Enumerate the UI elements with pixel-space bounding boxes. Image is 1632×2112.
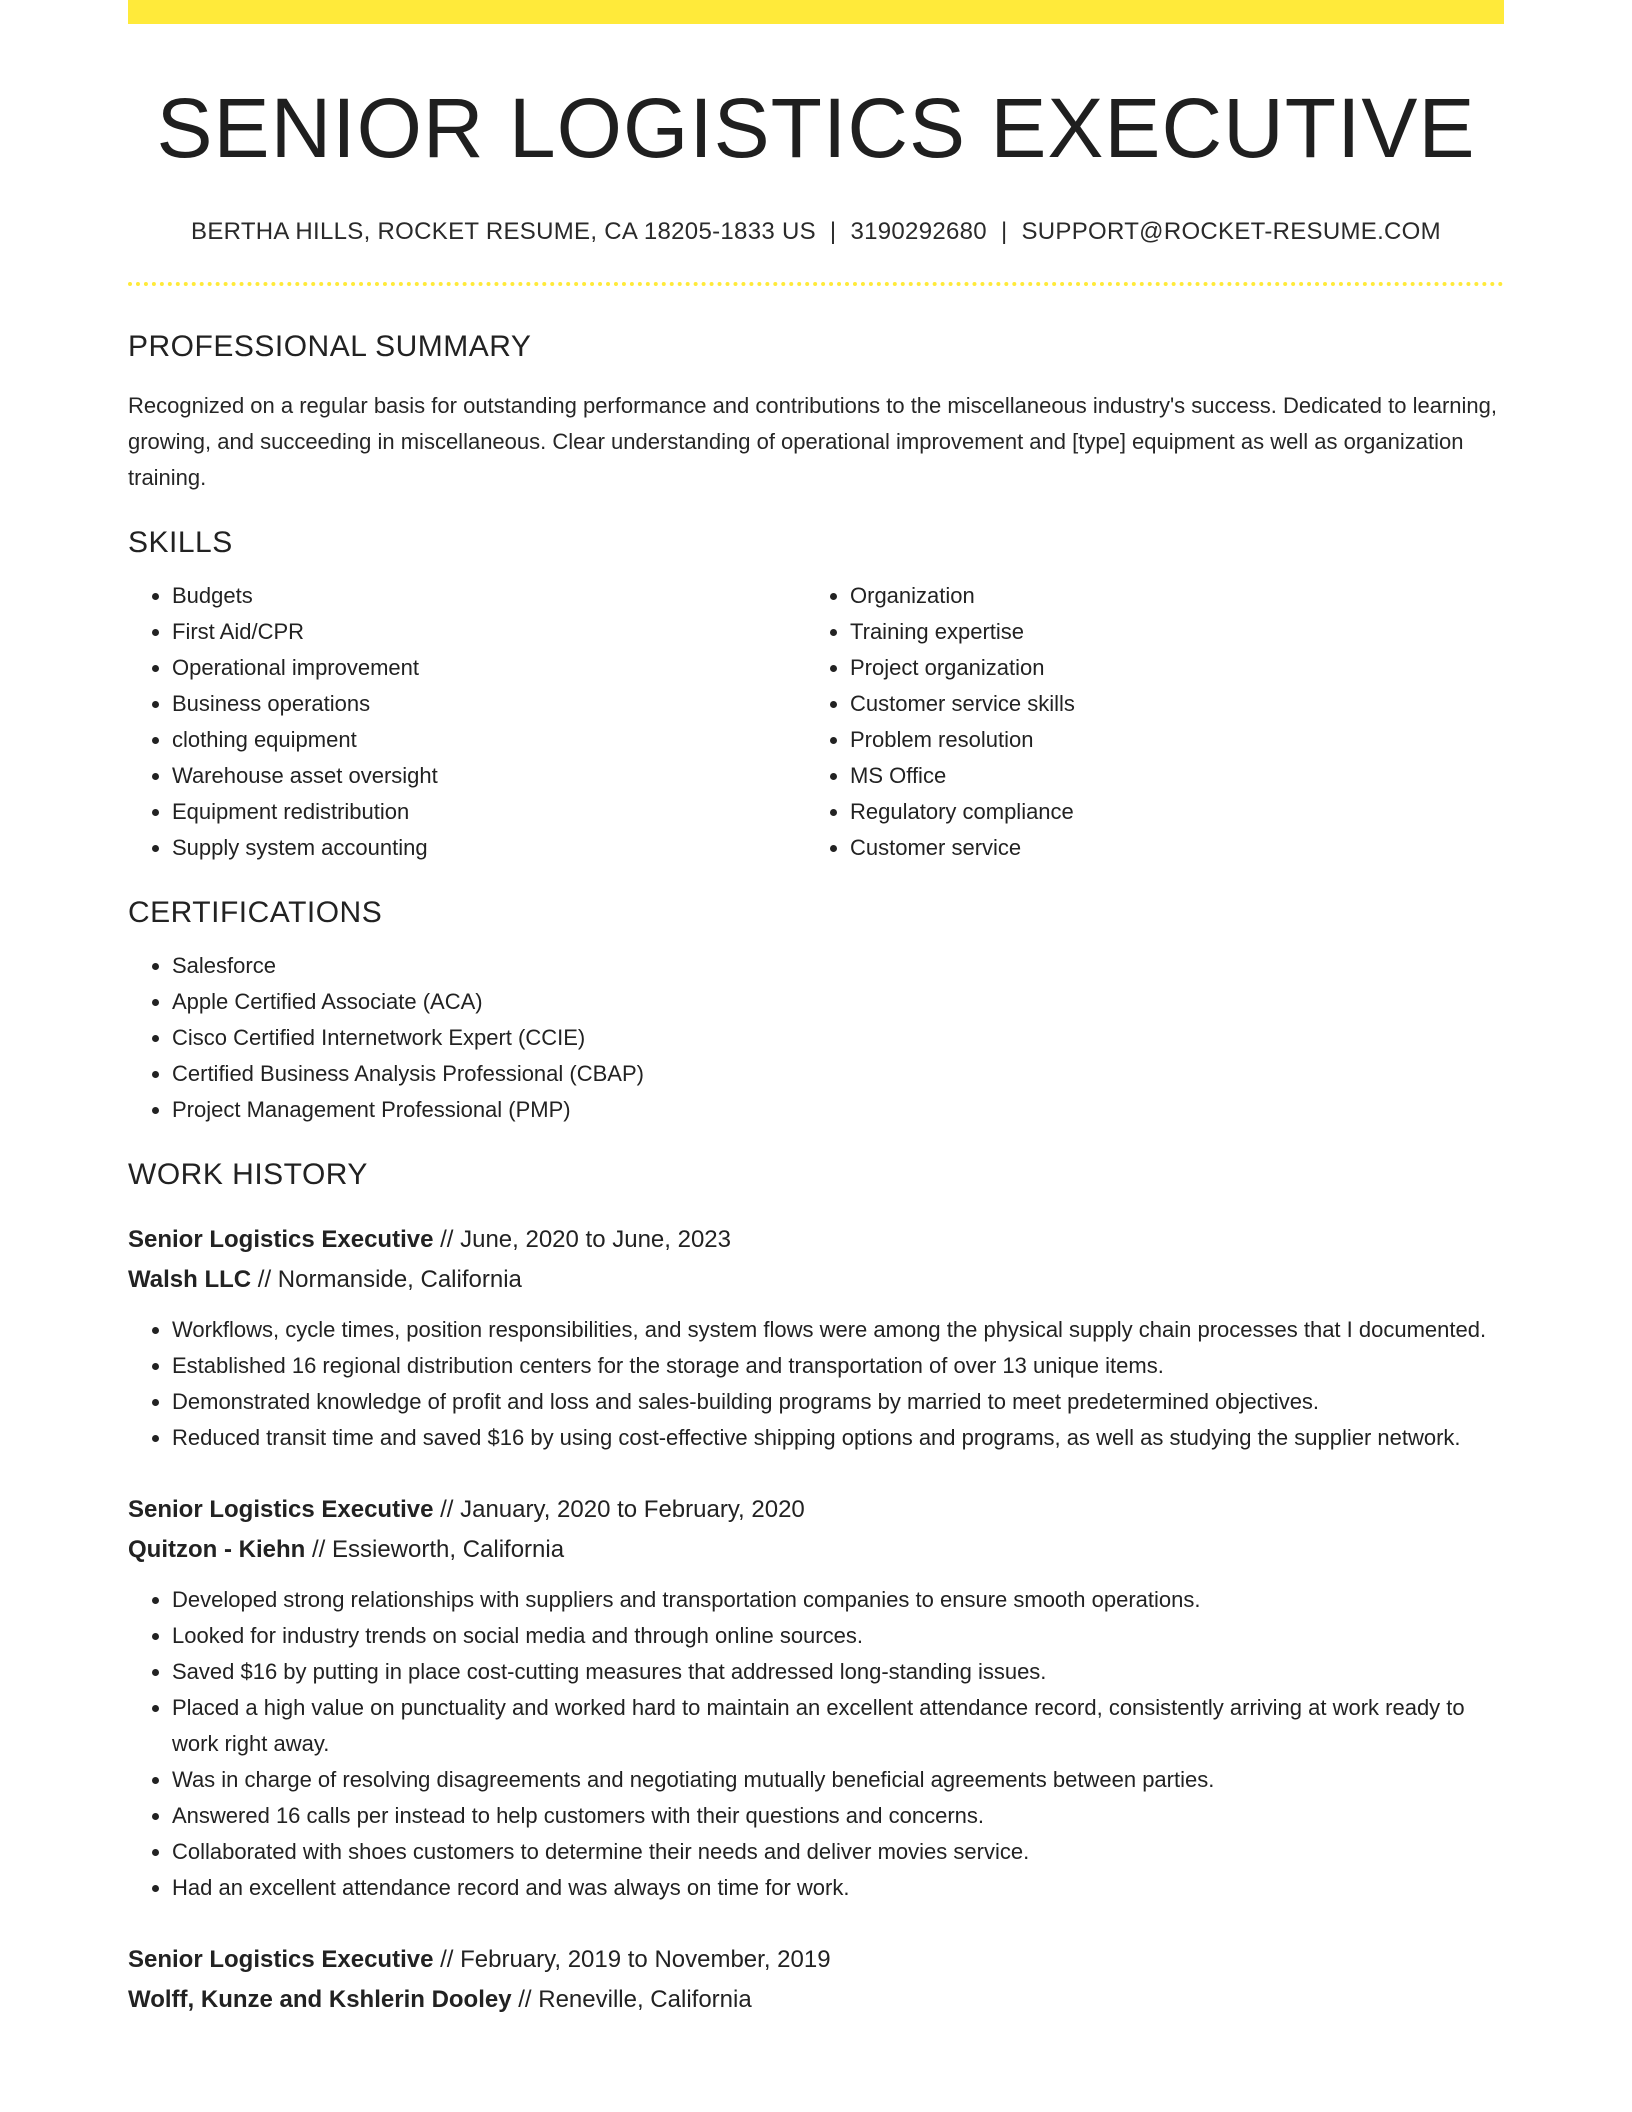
- certifications-section: [128, 896, 1504, 1128]
- skill-item: • Budgets: [172, 578, 806, 614]
- job-bullet: • Reduced transit time and saved $16 by using cost-effective shipping options and programs, as well as studying the supplier network.: [172, 1420, 1504, 1456]
- certification-item: • Cisco Certified Internetwork Expert (CCIE): [172, 1020, 1504, 1056]
- job-company: Walsh LLC: [128, 1266, 252, 1294]
- section-heading: PROFESSIONAL SUMMARY: [128, 330, 532, 364]
- skills-grid: [128, 560, 1504, 866]
- job-bullet: • Looked for industry trends on social media and through online sources.: [172, 1618, 1504, 1654]
- job-company: Quitzon - Kiehn: [128, 1536, 306, 1564]
- job-location: // Essieworth, California: [305, 1536, 565, 1564]
- job-company-line: [128, 1530, 1504, 1570]
- certification-item: • Project Management Professional (PMP): [172, 1092, 1504, 1128]
- job-bullet: • Demonstrated knowledge of profit and loss and sales-building programs by married to meet predetermined objectives.: [172, 1384, 1504, 1420]
- certification-item: • Salesforce: [172, 948, 1504, 984]
- job-title: Senior Logistics Executive: [128, 1946, 434, 1974]
- skill-item: • Customer service skills: [850, 686, 1484, 722]
- job-title: Senior Logistics Executive: [128, 1496, 434, 1524]
- resume-title: SENIOR LOGISTICS EXECUTIVE: [156, 81, 1476, 175]
- skills-section: [128, 526, 1504, 866]
- job-bullet: • Was in charge of resolving disagreements and negotiating mutually beneficial agreements between parties.: [172, 1762, 1504, 1798]
- skill-item: • Supply system accounting: [172, 830, 806, 866]
- contact-email: SUPPORT@ROCKET-RESUME.COM: [1021, 218, 1441, 246]
- skill-item: • Training expertise: [850, 614, 1484, 650]
- skill-item: • Operational improvement: [172, 650, 806, 686]
- certification-item: • Apple Certified Associate (ACA): [172, 984, 1504, 1020]
- job-entry: [128, 1220, 1504, 1456]
- skill-item: • clothing equipment: [172, 722, 806, 758]
- contact-line: [128, 218, 1504, 246]
- dotted-divider: [128, 282, 1504, 286]
- job-dates: // June, 2020 to June, 2023: [433, 1226, 731, 1254]
- job-company-line: [128, 1260, 1504, 1300]
- job-entry: [128, 1490, 1504, 1906]
- skill-item: • Organization: [850, 578, 1484, 614]
- skill-item: • Business operations: [172, 686, 806, 722]
- summary-section: [128, 330, 1504, 496]
- job-bullet: • Placed a high value on punctuality and worked hard to maintain an excellent attendance record, consistently arriving at work ready to work right away.: [172, 1690, 1504, 1762]
- skill-item: • Problem resolution: [850, 722, 1484, 758]
- job-bullets: [128, 1312, 1504, 1456]
- job-location: // Normanside, California: [251, 1266, 522, 1294]
- skill-item: • Warehouse asset oversight: [172, 758, 806, 794]
- skill-item: • MS Office: [850, 758, 1484, 794]
- section-heading: SKILLS: [128, 526, 233, 560]
- job-dates: // February, 2019 to November, 2019: [433, 1946, 831, 1974]
- skill-item: • Customer service: [850, 830, 1484, 866]
- resume-page: [128, 0, 1504, 2020]
- job-title-line: [128, 1490, 1504, 1530]
- job-bullet: • Answered 16 calls per instead to help customers with their questions and concerns.: [172, 1798, 1504, 1834]
- job-dates: // January, 2020 to February, 2020: [433, 1496, 805, 1524]
- job-bullets: [128, 1582, 1504, 1906]
- job-company: Wolff, Kunze and Kshlerin Dooley: [128, 1986, 512, 2014]
- summary-text: Recognized on a regular basis for outstanding performance and contributions to the miscellaneous industry's success. Dedicated to learning, growing, and succeeding in miscellaneous. Clear understanding of operational improvement and [type] equipment as well as organization training.: [128, 393, 1497, 491]
- job-entry: [128, 1940, 1504, 2020]
- job-bullet: • Saved $16 by putting in place cost-cutting measures that addressed long-standing issues.: [172, 1654, 1504, 1690]
- skill-item: • Project organization: [850, 650, 1484, 686]
- accent-bar: [128, 0, 1504, 24]
- skills-list-left: [128, 578, 806, 866]
- contact-address: BERTHA HILLS, ROCKET RESUME, CA 18205-1833 US: [191, 218, 816, 246]
- job-title-line: [128, 1940, 1504, 1980]
- job-title: Senior Logistics Executive: [128, 1226, 434, 1254]
- certifications-list: [128, 948, 1504, 1128]
- contact-separator: |: [1000, 218, 1008, 246]
- job-bullet: • Developed strong relationships with suppliers and transportation companies to ensure smooth operations.: [172, 1582, 1504, 1618]
- section-heading: CERTIFICATIONS: [128, 896, 383, 930]
- contact-separator: |: [829, 218, 837, 246]
- job-bullet: • Collaborated with shoes customers to determine their needs and deliver movies service.: [172, 1834, 1504, 1870]
- job-bullet: • Workflows, cycle times, position responsibilities, and system flows were among the physical supply chain processes that I documented.: [172, 1312, 1504, 1348]
- job-location: // Reneville, California: [511, 1986, 752, 2014]
- job-title-line: [128, 1220, 1504, 1260]
- certification-item: • Certified Business Analysis Professional (CBAP): [172, 1056, 1504, 1092]
- contact-phone: 3190292680: [850, 218, 987, 246]
- skills-list-right: [806, 578, 1484, 866]
- job-bullet: • Had an excellent attendance record and was always on time for work.: [172, 1870, 1504, 1906]
- work-history-section: [128, 1158, 1504, 2020]
- jobs-container: [128, 1220, 1504, 2020]
- job-company-line: [128, 1980, 1504, 2020]
- job-bullet: • Established 16 regional distribution centers for the storage and transportation of over 13 unique items.: [172, 1348, 1504, 1384]
- skill-item: • First Aid/CPR: [172, 614, 806, 650]
- skill-item: • Regulatory compliance: [850, 794, 1484, 830]
- section-heading: WORK HISTORY: [128, 1158, 368, 1192]
- skill-item: • Equipment redistribution: [172, 794, 806, 830]
